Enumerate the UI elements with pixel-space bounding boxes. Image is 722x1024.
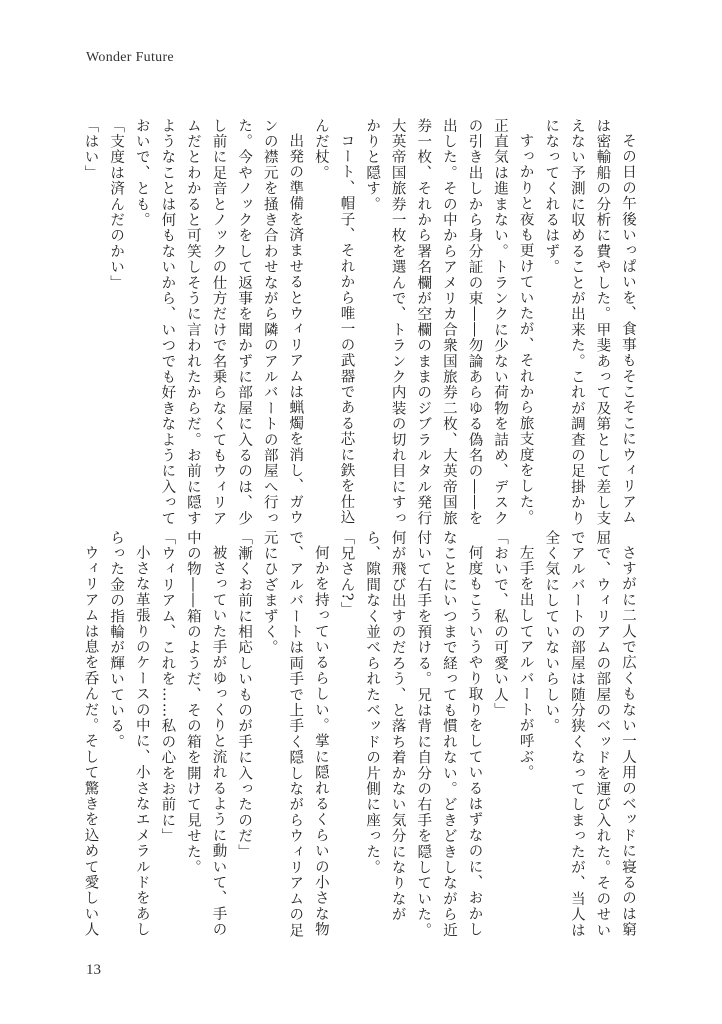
paragraph: 小さな革張りのケースの中に、小さなエメラルドをあしらった金の指輪が輝いている。	[108, 530, 150, 937]
paragraph: さすがに二人で広くもない一人用のベッドに寝るのは窮屈で、ウィリアムの部屋のベッドを運び入れた。そのせいでアルバートの部屋は随分狭くなってしまったが、当人は全く気にしていないらしい。	[543, 530, 636, 939]
paragraph: コート、帽子、それから唯一の武器である芯に鉄を仕込んだ杖。	[312, 118, 355, 525]
page-number: 13	[86, 962, 101, 978]
upper-text-block	[80, 118, 640, 538]
dialogue-line: 「支度は済んだのかい」	[108, 118, 125, 291]
dialogue-line: 「漸くお前に相応しいものが手に入ったのだ」	[236, 530, 253, 860]
lower-text-block	[80, 530, 640, 950]
dialogue-line: 「おいで、私の可愛い人」	[492, 530, 509, 719]
paragraph: ウィリアムは息を呑んだ。そして驚きを込めて愛しい人	[82, 544, 99, 937]
paragraph: すっかりと夜も更けていたが、それから旅支度をした。正直気は進まない。トランクに少ない荷物を詰め、デスクの引き出しから身分証の束――勿論あらゆる偽名の――を出した。その中からアメリカ合衆国旅券二枚、大英帝国旅券一枚、それから署名欄が空欄のままのジブラルタル発行大英帝国旅券一枚を選んで、トランク内装の切れ目にすっかりと隠す。	[364, 118, 534, 527]
dialogue-line: 「はい」	[82, 118, 99, 181]
paragraph: その日の午後いっぱいを、食事もそこそこにウィリアムは密輸船の分析に費やした。甲斐あって及第として差し支えない予測に収めることが出来た。これが調査の足掛かりになってくれるはず。	[543, 118, 636, 527]
dialogue-line: 「ウィリアム、これを……私の心をお前に」	[159, 530, 176, 844]
running-header: Wonder Future	[86, 50, 174, 65]
paragraph: 出発の準備を済ませるとウィリアムは蝋燭を消し、ガウンの襟元を掻き合わせながら隣のアルバートの部屋へ行った。今やノックをして返事を聞かずに部屋に入るのは、少し前に足音とノックの仕方だけで名乗らなくてもウィリアムだとわかると可笑しそうに言われたからだ。お前に隠すようなことは何もないから、いつでも好きなように入っておいで、とも。	[133, 118, 304, 527]
paragraph: 何度もこういうやり取りをしているはずなのに、おかしなことにいつまで経っても慣れない。どきどきしながら近付いて右手を預ける。兄は背に自分の右手を隠していた。何が飛び出すのだろう、と落ち着かない気分になりながら、隙間なく並べられたベッドの片側に座った。	[364, 530, 483, 939]
paragraph: 被さっていた手がゆっくりと流れるように動いて、手の中の物――箱のようだ、その箱を開けて見せた。	[184, 530, 227, 937]
dialogue-line: 「兄さん?」	[338, 530, 355, 618]
paragraph: 左手を出してアルバートが呼ぶ。	[517, 544, 534, 780]
paragraph: 何かを持っているらしい。掌に隠れるくらいの小さな物で、アルバートは両手で上手く隠しながらウィリアムの足元にひざまずく。	[261, 530, 329, 939]
